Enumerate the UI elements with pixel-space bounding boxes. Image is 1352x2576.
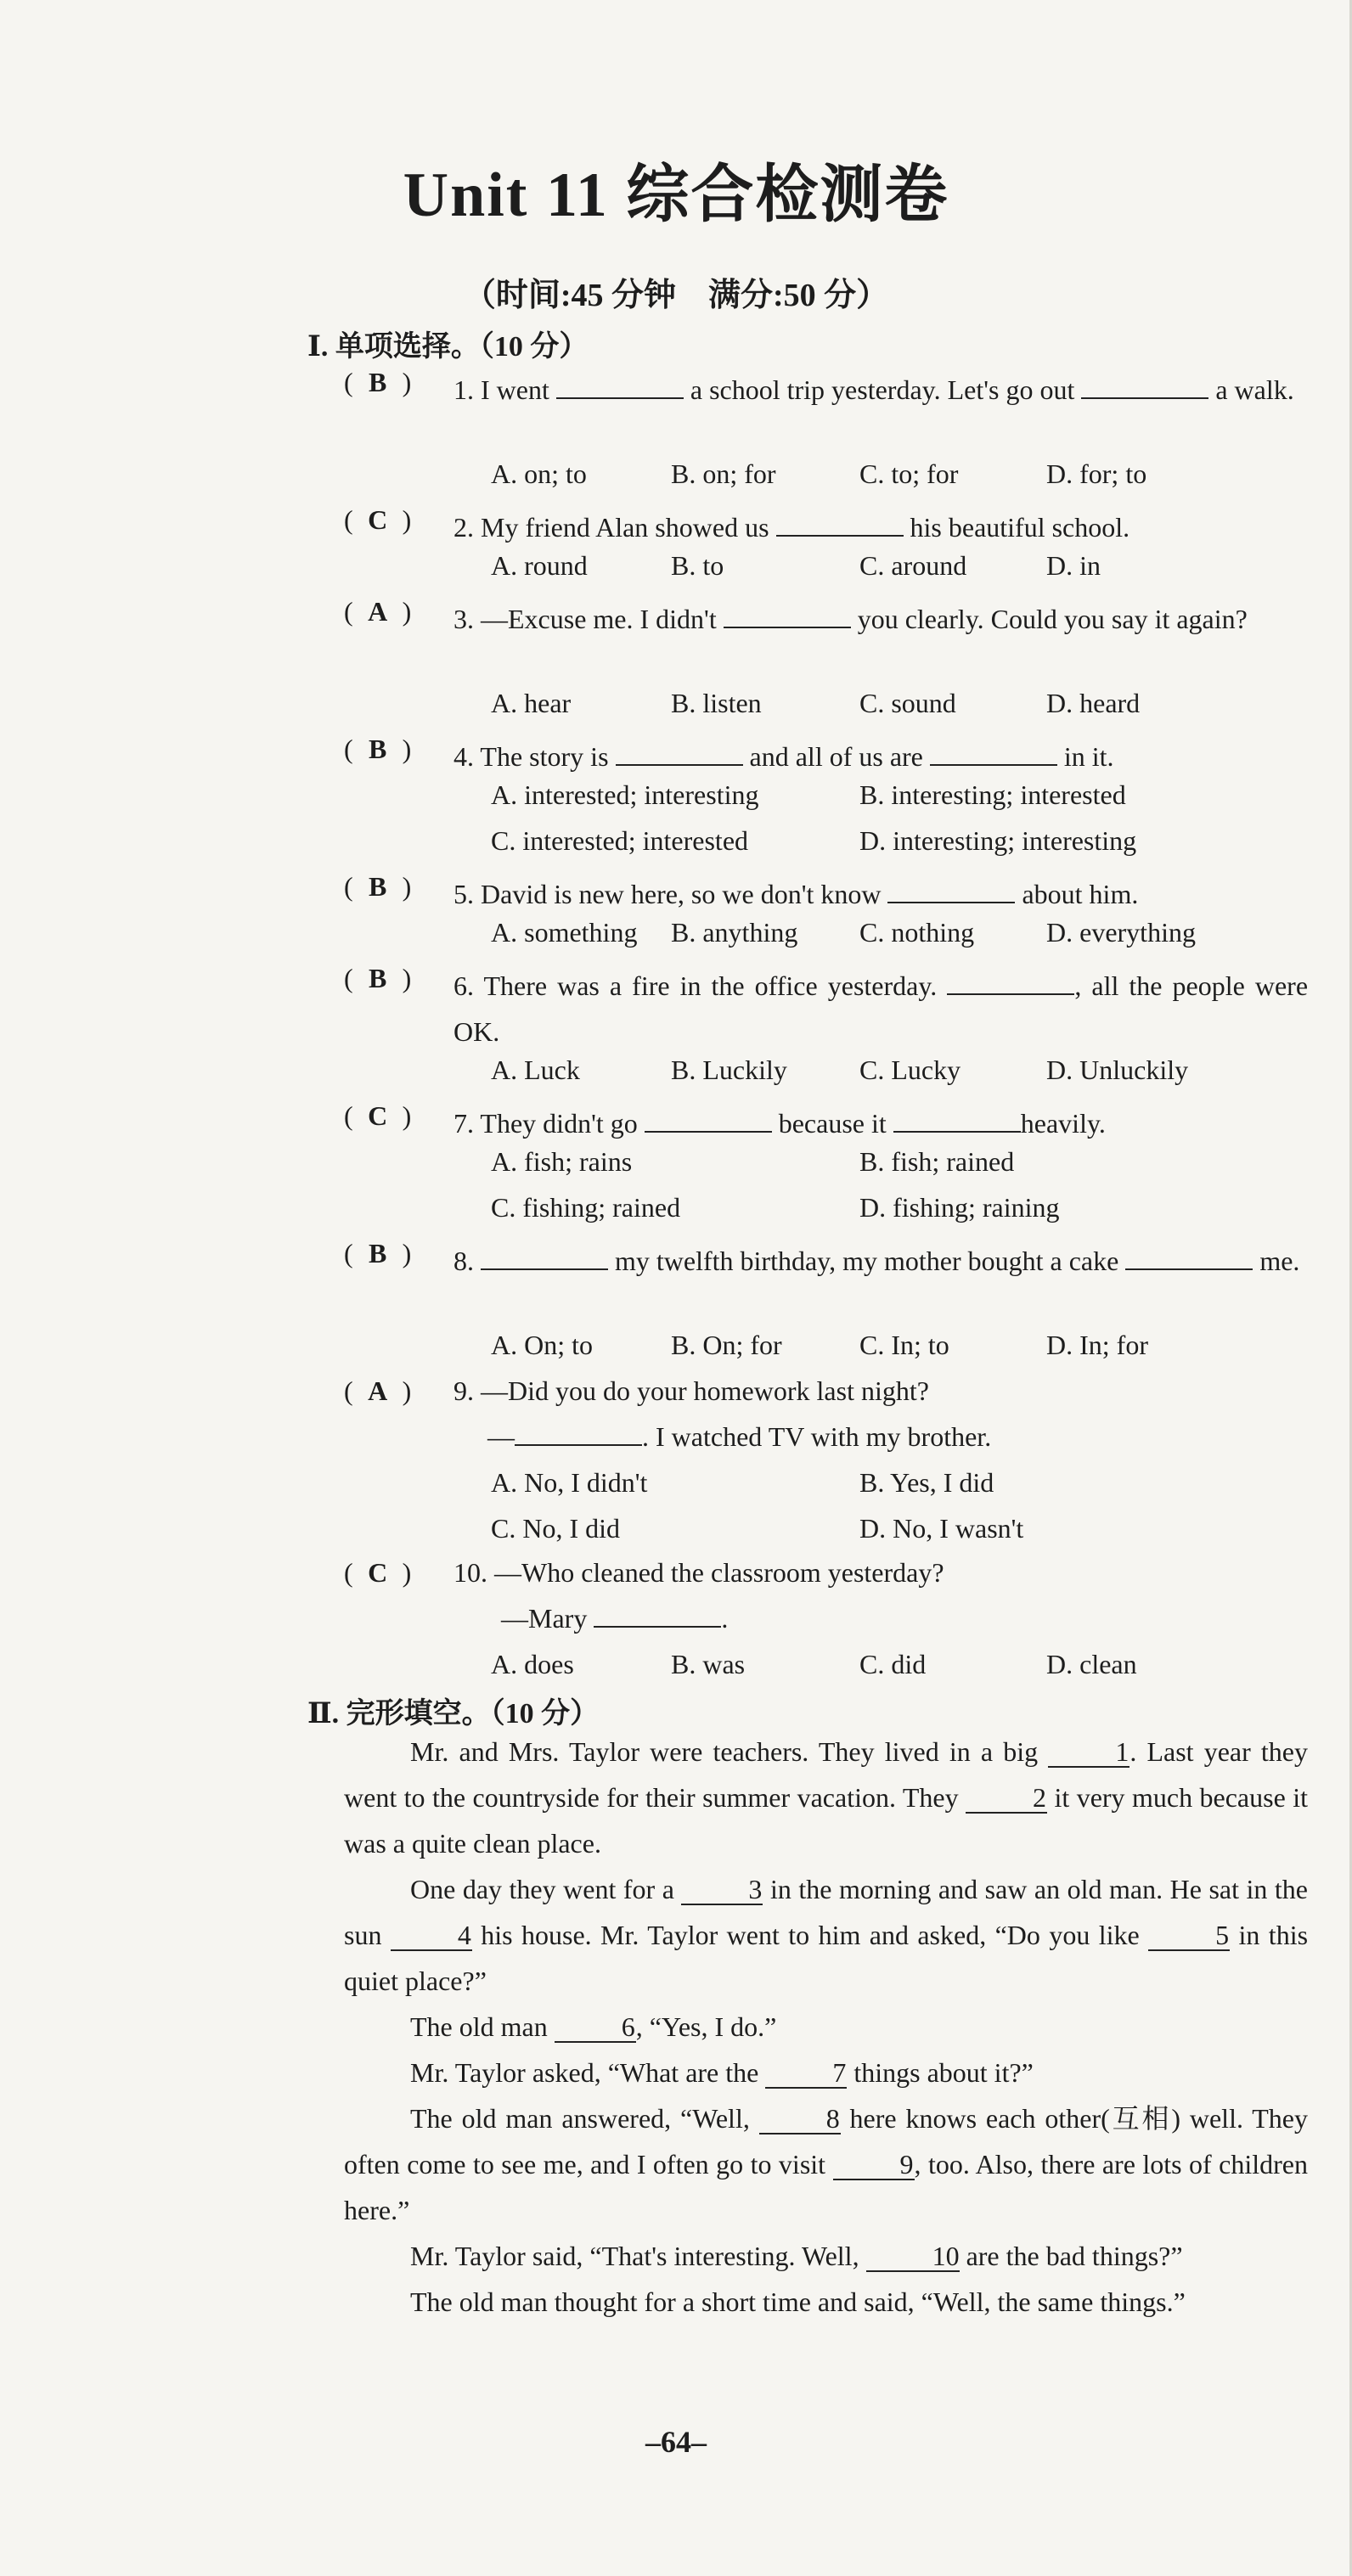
option: C. did xyxy=(859,1649,927,1679)
stem-6: 6. There was a fire in the office yesterday. , all the people were OK. xyxy=(453,970,1309,1047)
option: C. around xyxy=(859,550,967,581)
cloze-blank-7: 7 xyxy=(765,2058,847,2089)
stem-5: 5. David is new here, so we don't know about him. xyxy=(453,879,1139,909)
option: A. does xyxy=(491,1649,574,1679)
stem-10-reply: —Mary . xyxy=(501,1603,729,1634)
answer-4: B xyxy=(368,734,387,764)
stem-2: 2. My friend Alan showed us his beautiful school. xyxy=(453,512,1130,543)
blank xyxy=(515,1422,642,1446)
cloze-blank-10: 10 xyxy=(866,2241,960,2272)
blank xyxy=(645,1109,772,1133)
blank xyxy=(481,1246,608,1270)
blank xyxy=(930,742,1057,766)
option: C. nothing xyxy=(859,917,975,948)
option: D. everything xyxy=(1046,917,1196,948)
option: B. Yes, I did xyxy=(859,1467,994,1498)
option: B. listen xyxy=(671,688,762,718)
option: D. in xyxy=(1046,550,1101,581)
blank xyxy=(556,375,684,399)
blank xyxy=(887,880,1015,903)
option: B. Luckily xyxy=(671,1055,787,1085)
cloze-paragraph-5: The old man answered, “Well, 8 here knows each other(互相) well. They often come to see me, and I often go to visit 9, too. Also, there are lots of children here.” xyxy=(344,2103,1308,2225)
option: B. to xyxy=(671,550,724,581)
option: C. In; to xyxy=(859,1330,949,1360)
option: A. on; to xyxy=(491,458,587,489)
cloze-blank-3: 3 xyxy=(681,1875,763,1905)
stem-10: 10. —Who cleaned the classroom yesterday? xyxy=(453,1557,944,1588)
blank xyxy=(893,1109,1021,1133)
blank xyxy=(594,1604,721,1628)
option: C. Lucky xyxy=(859,1055,961,1085)
option: D. interesting; interesting xyxy=(859,825,1137,856)
cloze-blank-1: 1 xyxy=(1048,1737,1129,1768)
section2-heading: Ⅱ. 完形填空。（10 分） xyxy=(307,1698,600,1730)
stem-7: 7. They didn't go because it heavily. xyxy=(453,1108,1106,1139)
blank xyxy=(947,971,1074,995)
stem-1: 1. I went a school trip yesterday. Let's go out a walk. xyxy=(453,374,1294,405)
page-number: –64– xyxy=(645,2425,707,2459)
option: B. fish; rained xyxy=(859,1146,1015,1177)
answer-8: B xyxy=(368,1238,387,1268)
answer-2: C xyxy=(368,504,388,535)
stem-3: 3. —Excuse me. I didn't you clearly. Could you say it again? xyxy=(453,604,1248,634)
stem-9: 9. —Did you do your homework last night? xyxy=(453,1375,929,1406)
answer-9: A xyxy=(368,1375,388,1406)
option: B. was xyxy=(671,1649,746,1679)
option: B. interesting; interested xyxy=(859,779,1126,810)
blank xyxy=(616,742,743,766)
cloze-blank-8: 8 xyxy=(759,2104,841,2134)
option: A. fish; rains xyxy=(491,1146,633,1177)
answer-3: A xyxy=(368,596,388,627)
stem-9-reply: — . I watched TV with my brother. xyxy=(487,1421,992,1452)
option: C. interested; interested xyxy=(491,825,749,856)
option: C. to; for xyxy=(859,458,959,489)
option: C. sound xyxy=(859,688,956,718)
option: B. On; for xyxy=(671,1330,782,1360)
option: D. heard xyxy=(1046,688,1141,718)
blank xyxy=(1081,375,1208,399)
cloze-paragraph-1: Mr. and Mrs. Taylor were teachers. They lived in a big 1. Last year they went to the countryside for their summer vacation. They 2 it very much because it was a quite clean place. xyxy=(344,1736,1309,1859)
option: A. interested; interesting xyxy=(491,779,759,810)
option: B. on; for xyxy=(671,458,776,489)
answer-7: C xyxy=(368,1100,388,1131)
answer-6: B xyxy=(368,963,387,993)
page-subtitle: （时间:45 分钟 满分:50 分） xyxy=(463,278,889,313)
option: D. clean xyxy=(1046,1649,1137,1679)
option: C. No, I did xyxy=(491,1513,620,1544)
cloze-blank-9: 9 xyxy=(833,2150,915,2180)
cloze-paragraph-7: The old man thought for a short time and said, “Well, the same things.” xyxy=(410,2286,1186,2317)
option: D. fishing; raining xyxy=(859,1192,1060,1223)
cloze-paragraph-4: Mr. Taylor asked, “What are the 7 things about it?” xyxy=(410,2057,1034,2088)
option: D. No, I wasn't xyxy=(859,1513,1024,1544)
answer-1: B xyxy=(368,367,387,397)
cloze-paragraph-3: The old man 6, “Yes, I do.” xyxy=(410,2011,777,2042)
cloze-paragraph-2: One day they went for a 3 in the morning and saw an old man. He sat in the sun 4 his house. Mr. Taylor went to him and asked, “Do you like 5 in this quiet place?” xyxy=(344,1874,1309,1996)
blank xyxy=(776,513,904,537)
section1-heading: Ⅰ. 单项选择。（10 分） xyxy=(307,331,589,363)
cloze-paragraph-6: Mr. Taylor said, “That's interesting. Well, 10 are the bad things?” xyxy=(410,2241,1183,2271)
worksheet-page: Unit 11 综合检测卷 （时间:45 分钟 满分:50 分） Ⅰ. 单项选择。（10 分） ( B ) 1. I went a school trip yesterday. Let's go out a walk. A. on; to B. on; for C. to; for D. for; to ( C ) 2. My friend Alan showed us his beautiful school. A. round B. to C. around D. in ( A ) 3. —Excuse me. I didn't you clearly. Could you say it again? A. hear B. listen C. sound D. heard ( B ) 4. The story is and all of us are in it. A. interested; interesting B. interesting; interested C. interested; interested D. interesting; interesting ( B ) 5. David is new here, so we don't know about him. A. something B. anything C. nothing D. everything ( B ) 6. There was a fire in the office yesterday. , all the people were OK. A. Luck B. Luckily C. Lucky D. Unluckily ( C ) 7. They didn't go because it heavily. A. fish; rains B. fish; rained C. fishing; rained D. fishing; raining ( B ) 8. my twelfth birthday, my mother bought a cake me. A. On; to B. On; for C. In; to D. In; for ( A ) 9. —Did you do your homework last night? — . I watched TV with my brother. A. No, I didn't B. Yes, I did C. No, I did D. No, I wasn't ( C ) 10. —Who cleaned the classroom yesterday? —Mary . A. does B. was C. did D. clean Ⅱ. 完形填空。（10 分） Mr. and Mrs. Taylor were teachers. They lived in a big 1. Last year they went to the countryside for their summer vacation. They 2 it very much because it was a quite clean place. One day they went for a 3 in the morning and saw an old man. He sat in the sun 4 his house. Mr. Taylor went to him and asked, “Do you like 5 in this quiet place?” The old man 6, “Yes, I do.” Mr. Taylor asked, “What are the 7 things about it?” The old man answered, “Well, 8 here knows each other(互相) well. They often come to see me, and I often go to visit 9, too. Also, there are lots of children here.” Mr. Taylor said, “That's interesting. Well, 10 are the bad things?” The old man thought for a short time and said, “Well, the same things.” –64– xyxy=(0,0,1352,2576)
cloze-blank-4: 4 xyxy=(391,1921,472,1951)
option: D. Unluckily xyxy=(1046,1055,1189,1085)
page-title: Unit 11 综合检测卷 xyxy=(403,160,949,230)
cloze-blank-5: 5 xyxy=(1148,1921,1230,1951)
option: A. hear xyxy=(491,688,572,718)
option: A. round xyxy=(491,550,588,581)
option: C. fishing; rained xyxy=(491,1192,681,1223)
option: A. something xyxy=(491,917,638,948)
option: B. anything xyxy=(671,917,798,948)
stem-4: 4. The story is and all of us are in it. xyxy=(453,741,1114,772)
cloze-blank-2: 2 xyxy=(966,1783,1047,1814)
option: A. Luck xyxy=(491,1055,580,1085)
answer-10: C xyxy=(368,1557,388,1588)
blank xyxy=(1125,1246,1253,1270)
blank xyxy=(724,605,851,628)
option: A. On; to xyxy=(491,1330,593,1360)
cloze-blank-6: 6 xyxy=(555,2012,636,2043)
answer-5: B xyxy=(368,871,387,902)
option: D. In; for xyxy=(1046,1330,1148,1360)
stem-8: 8. my twelfth birthday, my mother bought a cake me. xyxy=(453,1246,1300,1276)
option: D. for; to xyxy=(1046,458,1147,489)
option: A. No, I didn't xyxy=(491,1467,648,1498)
